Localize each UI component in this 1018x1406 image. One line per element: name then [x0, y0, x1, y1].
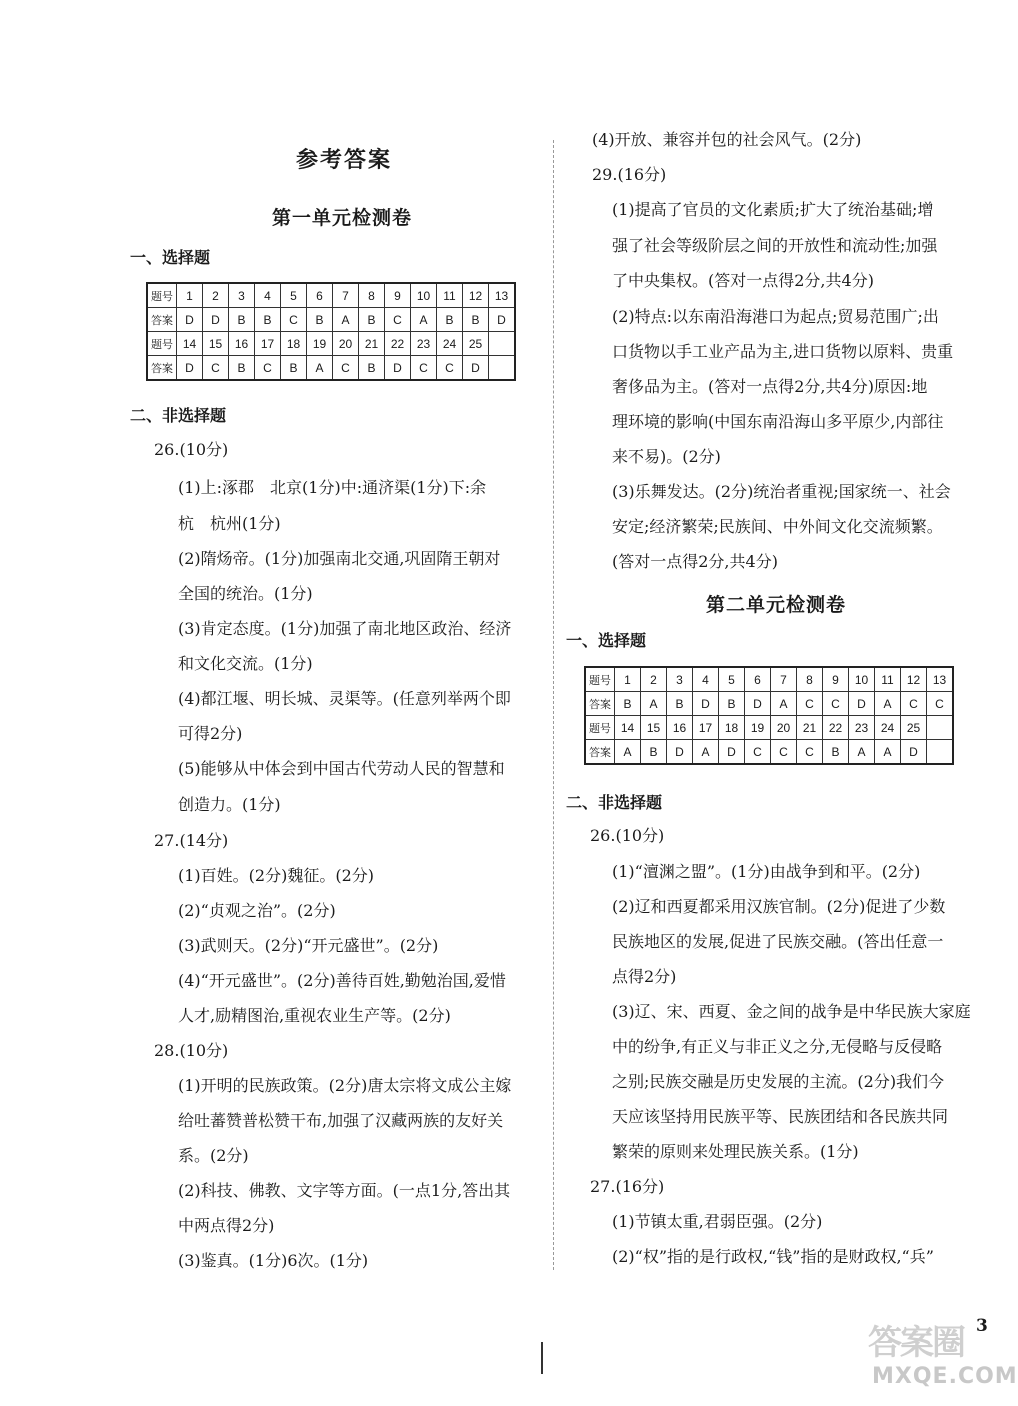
row-label-question: 题号: [147, 283, 177, 308]
table-cell: 23: [411, 332, 437, 356]
page-title: 参考答案: [296, 147, 393, 173]
table-cell: [489, 356, 516, 381]
list-item: 中两点得2分): [178, 1216, 275, 1235]
table-cell: 17: [693, 716, 719, 740]
table-cell: 21: [797, 716, 823, 740]
table-row: [147, 308, 515, 332]
table-cell: 24: [437, 332, 463, 356]
table-cell: 22: [823, 716, 849, 740]
table-cell: D: [177, 356, 203, 381]
table-cell: C: [281, 308, 307, 332]
table-cell: B: [667, 692, 693, 716]
watermark-url: MXQE.COM: [872, 1364, 1018, 1389]
list-item: (4)开放、兼容并包的社会风气。(2分): [592, 130, 862, 149]
table-cell: 19: [307, 332, 333, 356]
list-item: (2)隋炀帝。(1分)加强南北交通,巩固隋王朝对: [178, 549, 501, 568]
table-cell: B: [437, 308, 463, 332]
unit2-section-mc: 一、选择题: [566, 631, 647, 650]
table-cell: 5: [719, 667, 745, 692]
table-cell: A: [333, 308, 359, 332]
list-item: (答对一点得2分,共4分): [612, 552, 778, 571]
table-cell: C: [927, 692, 954, 716]
table-cell: D: [667, 740, 693, 765]
table-cell: 18: [281, 332, 307, 356]
table-cell: C: [333, 356, 359, 381]
table-row: [147, 283, 515, 308]
list-item: 29.(16分): [592, 165, 667, 184]
table-row: [585, 716, 953, 740]
table-cell: A: [307, 356, 333, 381]
table-cell: A: [849, 740, 875, 765]
table-cell: 2: [203, 283, 229, 308]
list-item: 给吐蕃赞普松赞干布,加强了汉藏两族的友好关: [178, 1111, 504, 1130]
table-cell: B: [719, 692, 745, 716]
table-cell: 7: [771, 667, 797, 692]
table-cell: C: [771, 740, 797, 765]
table-cell: 16: [229, 332, 255, 356]
list-item: (3)武则天。(2分)“开元盛世”。(2分): [178, 936, 439, 955]
table-cell: 18: [719, 716, 745, 740]
table-cell: 16: [667, 716, 693, 740]
table-cell: 8: [359, 283, 385, 308]
list-item: 全国的统治。(1分): [178, 584, 313, 603]
unit2-answer-table: [584, 666, 954, 765]
table-cell: 4: [255, 283, 281, 308]
table-cell: 19: [745, 716, 771, 740]
unit1-section-nonmc: 二、非选择题: [130, 406, 227, 425]
table-cell: 15: [203, 332, 229, 356]
column-divider: [553, 140, 554, 1270]
table-cell: 3: [229, 283, 255, 308]
table-cell: B: [359, 356, 385, 381]
list-item: 了中央集权。(答对一点得2分,共4分): [612, 271, 874, 290]
table-cell: C: [437, 356, 463, 381]
list-item: 和文化交流。(1分): [178, 654, 313, 673]
table-cell: D: [719, 740, 745, 765]
list-item: (3)肯定态度。(1分)加强了南北地区政治、经济: [178, 619, 512, 638]
table-cell: [489, 332, 516, 356]
table-cell: C: [411, 356, 437, 381]
table-cell: [927, 716, 954, 740]
table-cell: 10: [411, 283, 437, 308]
list-item: (4)“开元盛世”。(2分)善待百姓,勤勉治国,爱惜: [178, 971, 506, 990]
table-row: [147, 332, 515, 356]
table-cell: B: [255, 308, 281, 332]
table-cell: 1: [615, 667, 641, 692]
unit1-section-mc: 一、选择题: [130, 248, 211, 267]
list-item: 天应该坚持用民族平等、民族团结和各民族共同: [612, 1107, 949, 1126]
row-label-answer: 答案: [147, 308, 177, 332]
list-item: 口货物以手工业产品为主,进口货物以原料、贵重: [612, 342, 954, 361]
list-item: (3)辽、宋、西夏、金之间的战争是中华民族大家庭: [612, 1002, 971, 1021]
list-item: 27.(16分): [590, 1177, 665, 1196]
table-cell: D: [849, 692, 875, 716]
list-item: 民族地区的发展,促进了民族交融。(答出任意一: [612, 932, 944, 951]
list-item: (2)特点:以东南沿海港口为起点;贸易范围广;出: [612, 307, 939, 326]
table-cell: 9: [385, 283, 411, 308]
table-row: [585, 692, 953, 716]
table-cell: D: [489, 308, 516, 332]
table-cell: B: [229, 356, 255, 381]
table-cell: B: [823, 740, 849, 765]
list-item: (3)鉴真。(1分)6次。(1分): [178, 1251, 369, 1270]
table-row: [585, 740, 953, 765]
list-item: 26.(10分): [590, 826, 665, 845]
table-cell: 1: [177, 283, 203, 308]
list-item: 奢侈品为主。(答对一点得2分,共4分)原因:地: [612, 377, 928, 396]
page-number: 3: [976, 1316, 988, 1336]
list-item: 中的纷争,有正义与非正义之分,无侵略与反侵略: [612, 1037, 943, 1056]
table-cell: 11: [437, 283, 463, 308]
list-item: 系。(2分): [178, 1146, 249, 1165]
list-item: (1)提高了官员的文化素质;扩大了统治基础;增: [612, 200, 934, 219]
binding-mark: [541, 1342, 543, 1374]
table-cell: 6: [745, 667, 771, 692]
list-item: 来不易)。(2分): [612, 447, 721, 466]
table-cell: D: [177, 308, 203, 332]
table-cell: 20: [333, 332, 359, 356]
list-item: (2)辽和西夏都采用汉族官制。(2分)促进了少数: [612, 897, 946, 916]
table-cell: 21: [359, 332, 385, 356]
row-label-answer: 答案: [147, 356, 177, 381]
list-item: (4)都江堰、明长城、灵渠等。(任意列举两个即: [178, 689, 511, 708]
table-row: [585, 667, 953, 692]
list-item: 26.(10分): [154, 440, 229, 459]
table-cell: 17: [255, 332, 281, 356]
table-cell: D: [693, 692, 719, 716]
list-item: 强了社会等级阶层之间的开放性和流动性;加强: [612, 236, 938, 255]
table-cell: A: [411, 308, 437, 332]
table-cell: 12: [463, 283, 489, 308]
list-item: 点得2分): [612, 967, 677, 986]
table-cell: D: [385, 356, 411, 381]
table-cell: C: [797, 692, 823, 716]
table-cell: D: [203, 308, 229, 332]
table-cell: 2: [641, 667, 667, 692]
list-item: 人才,励精图治,重视农业生产等。(2分): [178, 1006, 451, 1025]
list-item: 杭 杭州(1分): [178, 514, 281, 533]
list-item: 繁荣的原则来处理民族关系。(1分): [612, 1142, 859, 1161]
list-item: (5)能够从中体会到中国古代劳动人民的智慧和: [178, 759, 505, 778]
table-cell: 15: [641, 716, 667, 740]
table-cell: 22: [385, 332, 411, 356]
row-label-question: 题号: [585, 667, 615, 692]
table-cell: C: [745, 740, 771, 765]
list-item: (1)上:涿郡 北京(1分)中:通济渠(1分)下:余: [178, 478, 487, 497]
unit2-title: 第二单元检测卷: [706, 594, 847, 616]
table-cell: C: [385, 308, 411, 332]
table-cell: 23: [849, 716, 875, 740]
row-label-question: 题号: [147, 332, 177, 356]
list-item: (2)科技、佛教、文字等方面。(一点1分,答出其: [178, 1181, 511, 1200]
list-item: (1)百姓。(2分)魏征。(2分): [178, 866, 374, 885]
table-cell: D: [901, 740, 927, 765]
unit2-section-nonmc: 二、非选择题: [566, 793, 663, 812]
list-item: 理环境的影响(中国东南沿海山多平原少,内部往: [612, 412, 944, 431]
table-cell: B: [359, 308, 385, 332]
table-cell: B: [615, 692, 641, 716]
list-item: 可得2分): [178, 724, 243, 743]
watermark-logo: 答案圈: [868, 1323, 964, 1363]
table-cell: 14: [615, 716, 641, 740]
table-cell: A: [771, 692, 797, 716]
table-cell: A: [875, 740, 901, 765]
table-cell: C: [255, 356, 281, 381]
table-cell: 7: [333, 283, 359, 308]
list-item: 创造力。(1分): [178, 795, 281, 814]
table-cell: 5: [281, 283, 307, 308]
table-cell: A: [693, 740, 719, 765]
table-cell: [927, 740, 954, 765]
list-item: 之别;民族交融是历史发展的主流。(2分)我们今: [612, 1072, 945, 1091]
row-label-answer: 答案: [585, 740, 615, 765]
list-item: 27.(14分): [154, 831, 229, 850]
list-item: 28.(10分): [154, 1041, 229, 1060]
table-cell: A: [641, 692, 667, 716]
table-row: [147, 356, 515, 381]
table-cell: C: [823, 692, 849, 716]
unit1-answer-table: [146, 282, 516, 381]
list-item: (3)乐舞发达。(2分)统治者重视;国家统一、社会: [612, 482, 951, 501]
table-cell: B: [463, 308, 489, 332]
table-cell: 13: [927, 667, 954, 692]
table-cell: 14: [177, 332, 203, 356]
table-cell: C: [797, 740, 823, 765]
table-cell: C: [901, 692, 927, 716]
list-item: (1)“澶渊之盟”。(1分)由战争到和平。(2分): [612, 862, 921, 881]
table-cell: B: [641, 740, 667, 765]
table-cell: 20: [771, 716, 797, 740]
table-cell: 3: [667, 667, 693, 692]
row-label-answer: 答案: [585, 692, 615, 716]
row-label-question: 题号: [585, 716, 615, 740]
list-item: (1)节镇太重,君弱臣强。(2分): [612, 1212, 823, 1231]
table-cell: 25: [463, 332, 489, 356]
table-cell: 6: [307, 283, 333, 308]
table-cell: A: [875, 692, 901, 716]
unit1-title: 第一单元检测卷: [272, 207, 413, 229]
table-cell: 24: [875, 716, 901, 740]
table-cell: D: [745, 692, 771, 716]
table-cell: B: [281, 356, 307, 381]
table-cell: 13: [489, 283, 516, 308]
table-cell: A: [615, 740, 641, 765]
table-cell: 25: [901, 716, 927, 740]
list-item: (2)“贞观之治”。(2分): [178, 901, 336, 920]
table-cell: 10: [849, 667, 875, 692]
table-cell: 9: [823, 667, 849, 692]
table-cell: D: [463, 356, 489, 381]
table-cell: 8: [797, 667, 823, 692]
table-cell: C: [203, 356, 229, 381]
table-cell: B: [229, 308, 255, 332]
list-item: (1)开明的民族政策。(2分)唐太宗将文成公主嫁: [178, 1076, 512, 1095]
list-item: (2)“权”指的是行政权,“钱”指的是财政权,“兵”: [612, 1247, 934, 1266]
table-cell: 12: [901, 667, 927, 692]
table-cell: 11: [875, 667, 901, 692]
table-cell: B: [307, 308, 333, 332]
table-cell: 4: [693, 667, 719, 692]
list-item: 安定;经济繁荣;民族间、中外间文化交流频繁。: [612, 517, 943, 536]
